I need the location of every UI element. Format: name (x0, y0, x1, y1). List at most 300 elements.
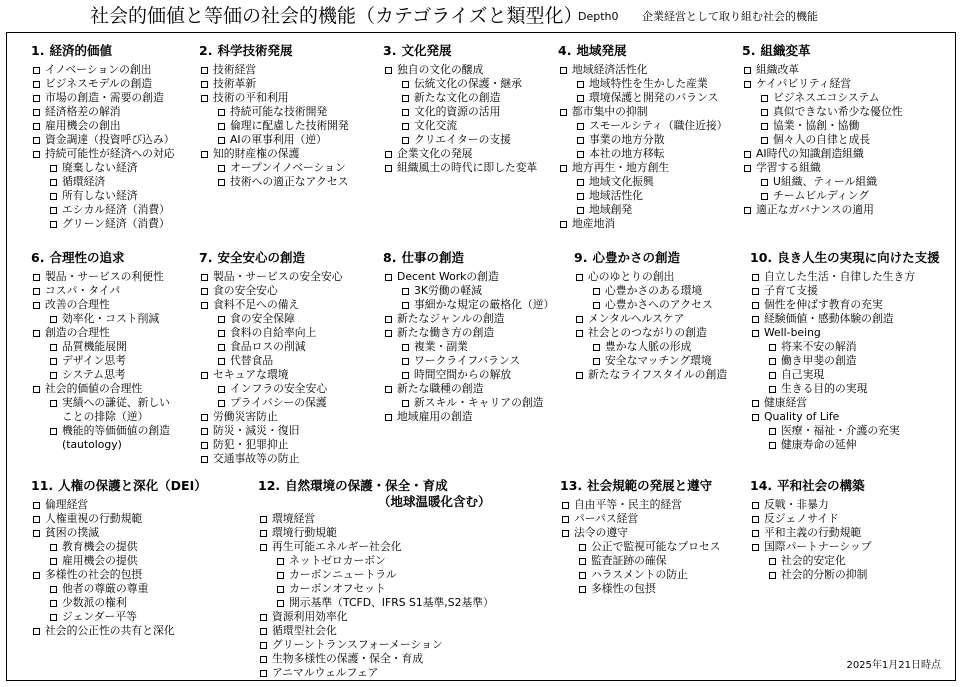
item-label: 心のゆとりの創出 (588, 270, 675, 283)
list-item (742, 77, 903, 91)
square-bullet-icon (50, 372, 57, 379)
item-label: 防犯・犯罪抑止 (213, 438, 289, 451)
square-bullet-icon (218, 179, 225, 186)
list-item (199, 368, 343, 382)
square-bullet-icon (260, 628, 267, 635)
category-heading (574, 250, 727, 270)
sub-list-item (31, 554, 207, 568)
square-bullet-icon (402, 123, 409, 130)
item-label: 地方再生・地方創生 (572, 161, 670, 174)
item-label: 自己実現 (781, 368, 825, 381)
item-label: 製品・サービスの利便性 (45, 270, 164, 283)
square-bullet-icon (752, 274, 759, 281)
category-section (560, 478, 721, 596)
sub-list-item (750, 382, 940, 396)
item-label: (tautology) (62, 438, 122, 451)
category-section (31, 43, 175, 231)
square-bullet-icon (277, 558, 284, 565)
square-bullet-icon (593, 302, 600, 309)
square-bullet-icon (577, 193, 584, 200)
list-item (558, 63, 728, 77)
square-bullet-icon (218, 400, 225, 407)
item-label: 地域雇用の創造 (397, 410, 473, 423)
category-number: 14. (750, 478, 773, 493)
item-label: 持続可能性が経済への対応 (45, 147, 175, 160)
list-item (199, 452, 343, 466)
square-bullet-icon (577, 179, 584, 186)
category-section (383, 250, 554, 424)
sub-list-item (558, 189, 728, 203)
list-item (742, 203, 903, 217)
list-item (383, 312, 554, 326)
item-label: Quality of Life (764, 410, 840, 423)
square-bullet-icon (744, 207, 751, 214)
item-label: 所有しない経済 (62, 189, 138, 202)
category-title: 自然環境の保護・保全・育成 (285, 478, 448, 493)
item-label: イノベーションの創出 (45, 63, 152, 76)
item-label: 事業の地方分散 (589, 133, 665, 146)
square-bullet-icon (385, 386, 392, 393)
item-label: 新スキル・キャリアの創造 (414, 396, 544, 409)
sub-list-item (383, 119, 537, 133)
square-bullet-icon (761, 179, 768, 186)
square-bullet-icon (752, 400, 759, 407)
item-label: 経験価値・感動体験の創造 (764, 312, 894, 325)
square-bullet-icon (402, 302, 409, 309)
item-label: デザイン思考 (62, 354, 127, 367)
item-label: 経済格差の解消 (45, 105, 121, 118)
square-bullet-icon (201, 274, 208, 281)
item-label: 監査証跡の確保 (591, 554, 667, 567)
list-item (199, 284, 343, 298)
item-label: セキュアな環境 (213, 368, 289, 381)
sub-list-item (560, 554, 721, 568)
square-bullet-icon (385, 414, 392, 421)
square-bullet-icon (201, 414, 208, 421)
item-label: 国際パートナーシップ (764, 540, 872, 553)
item-label: クリエイターの支援 (414, 133, 511, 146)
item-label: 地産地消 (572, 217, 616, 230)
item-label: AI時代の知識創造組織 (756, 147, 864, 160)
square-bullet-icon (33, 109, 40, 116)
square-bullet-icon (402, 344, 409, 351)
square-bullet-icon (752, 544, 759, 551)
item-label: 新たな職種の創造 (397, 382, 484, 395)
square-bullet-icon (260, 670, 267, 677)
square-bullet-icon (761, 193, 768, 200)
square-bullet-icon (579, 586, 586, 593)
square-bullet-icon (201, 372, 208, 379)
sub-list-item (31, 396, 170, 410)
category-number: 13. (560, 478, 583, 493)
item-label: スモールシティ（職住近接） (589, 119, 728, 132)
list-item (560, 498, 721, 512)
sub-list-item (574, 340, 727, 354)
list-item (750, 540, 872, 554)
item-label: 新たなライフスタイルの創造 (588, 368, 728, 381)
list-item (199, 438, 343, 452)
square-bullet-icon (201, 428, 208, 435)
item-label: システム思考 (62, 368, 126, 381)
list-item (258, 652, 494, 666)
item-label: 食品ロスの削減 (230, 340, 306, 353)
depth-label: Depth0 (578, 10, 619, 23)
item-label: ハラスメントの防止 (591, 568, 688, 581)
item-label: 伝統文化の保護・継承 (414, 77, 522, 90)
list-item (258, 666, 494, 680)
square-bullet-icon (218, 344, 225, 351)
square-bullet-icon (201, 95, 208, 102)
category-heading (31, 43, 175, 63)
list-item (574, 312, 727, 326)
list-item (199, 298, 343, 312)
square-bullet-icon (260, 530, 267, 537)
item-label: 資源利用効率化 (272, 610, 348, 623)
list-item-continuation (31, 410, 170, 424)
square-bullet-icon (50, 207, 57, 214)
item-label: 3K労働の軽減 (414, 284, 482, 297)
list-item (560, 526, 721, 540)
sub-list-item (31, 354, 170, 368)
item-label: 文化交流 (414, 119, 458, 132)
square-bullet-icon (593, 344, 600, 351)
category-heading (383, 43, 537, 63)
list-item (750, 526, 872, 540)
square-bullet-icon (576, 372, 583, 379)
category-number: 4. (558, 43, 572, 58)
list-item (199, 91, 349, 105)
sub-list-item (31, 312, 170, 326)
square-bullet-icon (761, 95, 768, 102)
list-item (558, 161, 728, 175)
list-item (199, 410, 343, 424)
category-number: 10. (750, 250, 773, 265)
square-bullet-icon (260, 544, 267, 551)
item-label: 食料不足への備え (213, 298, 300, 311)
item-label: 平和主義の行動規範 (764, 526, 862, 539)
item-label: ビジネスエコシステム (773, 91, 880, 104)
category-section (199, 250, 343, 466)
item-label: 開示基準（TCFD、IFRS S1基準,S2基準） (289, 596, 494, 609)
square-bullet-icon (579, 572, 586, 579)
sub-list-item (750, 368, 940, 382)
item-label: 技術への適正なアクセス (230, 175, 349, 188)
square-bullet-icon (218, 386, 225, 393)
item-label: 自立した生活・自律した生き方 (764, 270, 916, 283)
sub-list-item (558, 91, 728, 105)
item-label: 実績への謙従、新しい (62, 396, 170, 409)
square-bullet-icon (50, 544, 57, 551)
sub-list-item (199, 119, 349, 133)
list-item (31, 91, 175, 105)
item-label: グリーン経済（消費） (62, 217, 170, 230)
list-item (31, 526, 207, 540)
item-label: ケイパビリティ経営 (756, 77, 852, 90)
sub-list-item (742, 91, 903, 105)
category-heading (750, 250, 940, 270)
square-bullet-icon (50, 586, 57, 593)
square-bullet-icon (402, 81, 409, 88)
square-bullet-icon (201, 302, 208, 309)
item-label: 改善の合理性 (45, 298, 110, 311)
sub-list-item (742, 189, 903, 203)
item-label: 雇用機会の創出 (45, 119, 121, 132)
item-label: 反ジェノサイド (764, 512, 839, 525)
item-label: 製品・サービスの安全安心 (213, 270, 343, 283)
sub-list-item (199, 382, 343, 396)
square-bullet-icon (50, 344, 57, 351)
square-bullet-icon (201, 67, 208, 74)
list-item (31, 63, 175, 77)
sub-list-item (258, 596, 494, 610)
list-item (258, 638, 494, 652)
item-label: インフラの安全安心 (230, 382, 328, 395)
sub-list-item (199, 312, 343, 326)
item-label: 効率化・コスト削減 (62, 312, 160, 325)
sub-list-item (750, 424, 940, 438)
list-item (258, 526, 494, 540)
page-subtitle: 企業経営として取り組む社会的機能 (642, 10, 818, 23)
square-bullet-icon (33, 81, 40, 88)
square-bullet-icon (769, 358, 776, 365)
sub-list-item (31, 424, 170, 438)
item-label: メンタルヘルスケア (588, 312, 685, 325)
square-bullet-icon (385, 274, 392, 281)
square-bullet-icon (579, 558, 586, 565)
item-label: 医療・福祉・介護の充実 (781, 424, 900, 437)
sub-list-item (199, 175, 349, 189)
category-title: 社会規範の発展と遵守 (587, 478, 713, 493)
category-heading (199, 250, 343, 270)
square-bullet-icon (752, 288, 759, 295)
sub-list-item (31, 203, 175, 217)
square-bullet-icon (752, 516, 759, 523)
square-bullet-icon (402, 95, 409, 102)
item-label: 技術革新 (213, 77, 257, 90)
category-title: 合理性の追求 (49, 250, 125, 265)
square-bullet-icon (744, 67, 751, 74)
list-item (750, 270, 940, 284)
category-section (558, 43, 728, 231)
list-item (742, 63, 903, 77)
square-bullet-icon (277, 572, 284, 579)
item-label: 健康寿命の延伸 (781, 438, 857, 451)
category-section (574, 250, 727, 382)
item-label: 少数派の権利 (62, 596, 127, 609)
item-label: グリーントランスフォーメーション (272, 638, 443, 651)
item-label: 資金調達（投資呼び込み） (45, 133, 175, 146)
square-bullet-icon (769, 428, 776, 435)
square-bullet-icon (33, 572, 40, 579)
item-label: 個性を伸ばす教育の充実 (764, 298, 883, 311)
item-label: 社会的価値の合理性 (45, 382, 143, 395)
item-label: 心豊かさのある環境 (605, 284, 703, 297)
sub-list-item (383, 298, 554, 312)
item-label: 雇用機会の提供 (62, 554, 138, 567)
square-bullet-icon (577, 137, 584, 144)
sub-list-item (31, 596, 207, 610)
item-label: 地域文化振興 (589, 175, 654, 188)
item-label: 技術の平和利用 (213, 91, 289, 104)
square-bullet-icon (33, 516, 40, 523)
category-section (31, 250, 170, 452)
square-bullet-icon (201, 288, 208, 295)
sub-list-item (558, 77, 728, 91)
square-bullet-icon (50, 600, 57, 607)
list-item (31, 270, 170, 284)
square-bullet-icon (560, 67, 567, 74)
list-item (31, 382, 170, 396)
square-bullet-icon (218, 137, 225, 144)
category-heading (31, 478, 207, 498)
square-bullet-icon (577, 95, 584, 102)
square-bullet-icon (260, 656, 267, 663)
square-bullet-icon (218, 109, 225, 116)
item-label: 公正で監視可能なプロセス (591, 540, 721, 553)
category-title: 経済的価値 (49, 43, 112, 58)
square-bullet-icon (402, 109, 409, 116)
square-bullet-icon (576, 274, 583, 281)
sub-list-item (383, 105, 537, 119)
item-label: 企業文化の発展 (397, 147, 473, 160)
square-bullet-icon (201, 151, 208, 158)
square-bullet-icon (277, 600, 284, 607)
square-bullet-icon (218, 358, 225, 365)
category-title: 仕事の創造 (401, 250, 464, 265)
sub-list-item (383, 396, 554, 410)
category-section (750, 250, 940, 452)
square-bullet-icon (769, 558, 776, 565)
square-bullet-icon (50, 193, 57, 200)
category-title: 平和社会の構築 (777, 478, 865, 493)
item-label: 社会的安定化 (781, 554, 846, 567)
square-bullet-icon (752, 330, 759, 337)
sub-list-item (558, 175, 728, 189)
item-label: チームビルディング (773, 189, 870, 202)
square-bullet-icon (402, 358, 409, 365)
square-bullet-icon (33, 95, 40, 102)
square-bullet-icon (33, 123, 40, 130)
square-bullet-icon (50, 428, 57, 435)
item-label: 組織改革 (756, 63, 800, 76)
square-bullet-icon (33, 137, 40, 144)
square-bullet-icon (752, 302, 759, 309)
square-bullet-icon (752, 502, 759, 509)
item-label: 健康経営 (764, 396, 808, 409)
square-bullet-icon (744, 165, 751, 172)
list-item (558, 217, 728, 231)
square-bullet-icon (402, 137, 409, 144)
square-bullet-icon (769, 372, 776, 379)
item-label: ジェンダー平等 (62, 610, 137, 623)
item-label: 本社の地方移転 (589, 147, 665, 160)
category-number: 3. (383, 43, 397, 58)
item-label: 協業・協創・協働 (773, 119, 860, 132)
square-bullet-icon (769, 572, 776, 579)
item-label: コスパ・タイパ (45, 284, 121, 297)
list-item (750, 298, 940, 312)
item-label: 技術経営 (213, 63, 257, 76)
square-bullet-icon (769, 386, 776, 393)
square-bullet-icon (577, 207, 584, 214)
category-number: 5. (742, 43, 756, 58)
square-bullet-icon (260, 516, 267, 523)
square-bullet-icon (385, 165, 392, 172)
item-label: 心豊かさへのアクセス (605, 298, 713, 311)
square-bullet-icon (33, 530, 40, 537)
sub-list-item (199, 340, 343, 354)
square-bullet-icon (560, 109, 567, 116)
item-label: 環境保護と開発のバランス (589, 91, 719, 104)
item-label: 防災・減災・復旧 (213, 424, 300, 437)
item-label: パーパス経営 (574, 512, 639, 525)
square-bullet-icon (33, 274, 40, 281)
item-label: 教育機会の提供 (62, 540, 138, 553)
list-item (750, 410, 940, 424)
list-item (750, 396, 940, 410)
list-item (258, 540, 494, 554)
sub-list-item (199, 133, 349, 147)
category-number: 12. (258, 478, 281, 493)
sub-list-item (31, 175, 175, 189)
item-label: 個々人の自律と成長 (773, 133, 871, 146)
category-section (383, 43, 537, 175)
square-bullet-icon (218, 330, 225, 337)
sub-list-item (383, 77, 537, 91)
category-title: 地域発展 (576, 43, 627, 58)
category-section (742, 43, 903, 217)
category-heading (31, 250, 170, 270)
list-item (258, 610, 494, 624)
square-bullet-icon (560, 221, 567, 228)
category-heading (750, 478, 872, 498)
square-bullet-icon (33, 628, 40, 635)
list-item (742, 161, 903, 175)
category-number: 8. (383, 250, 397, 265)
square-bullet-icon (402, 400, 409, 407)
list-item (31, 105, 175, 119)
item-label: 他者の尊厳の尊重 (62, 582, 149, 595)
list-item (31, 119, 175, 133)
item-label: 地域特性を生かした産業 (589, 77, 708, 90)
list-item (574, 368, 727, 382)
sub-list-item (750, 568, 872, 582)
item-label: 廃棄しない経済 (62, 161, 138, 174)
square-bullet-icon (33, 302, 40, 309)
list-item (574, 326, 727, 340)
sub-list-item (31, 161, 175, 175)
list-item (383, 326, 554, 340)
item-label: 市場の創造・需要の創造 (45, 91, 164, 104)
item-label: 子育て支援 (764, 284, 818, 297)
sub-list-item (750, 438, 940, 452)
item-label: 文化的資源の活用 (414, 105, 501, 118)
square-bullet-icon (50, 179, 57, 186)
category-title: 科学技術発展 (217, 43, 293, 58)
category-number: 11. (31, 478, 54, 493)
list-item (383, 63, 537, 77)
item-label: 新たな働き方の創造 (397, 326, 495, 339)
item-label: 食の安全安心 (213, 284, 278, 297)
list-item (31, 568, 207, 582)
square-bullet-icon (769, 442, 776, 449)
sub-list-item (560, 540, 721, 554)
sub-list-item (31, 582, 207, 596)
category-title-continued: （地球温暖化含む） (378, 494, 491, 509)
square-bullet-icon (385, 316, 392, 323)
square-bullet-icon (744, 81, 751, 88)
category-heading (199, 43, 349, 63)
